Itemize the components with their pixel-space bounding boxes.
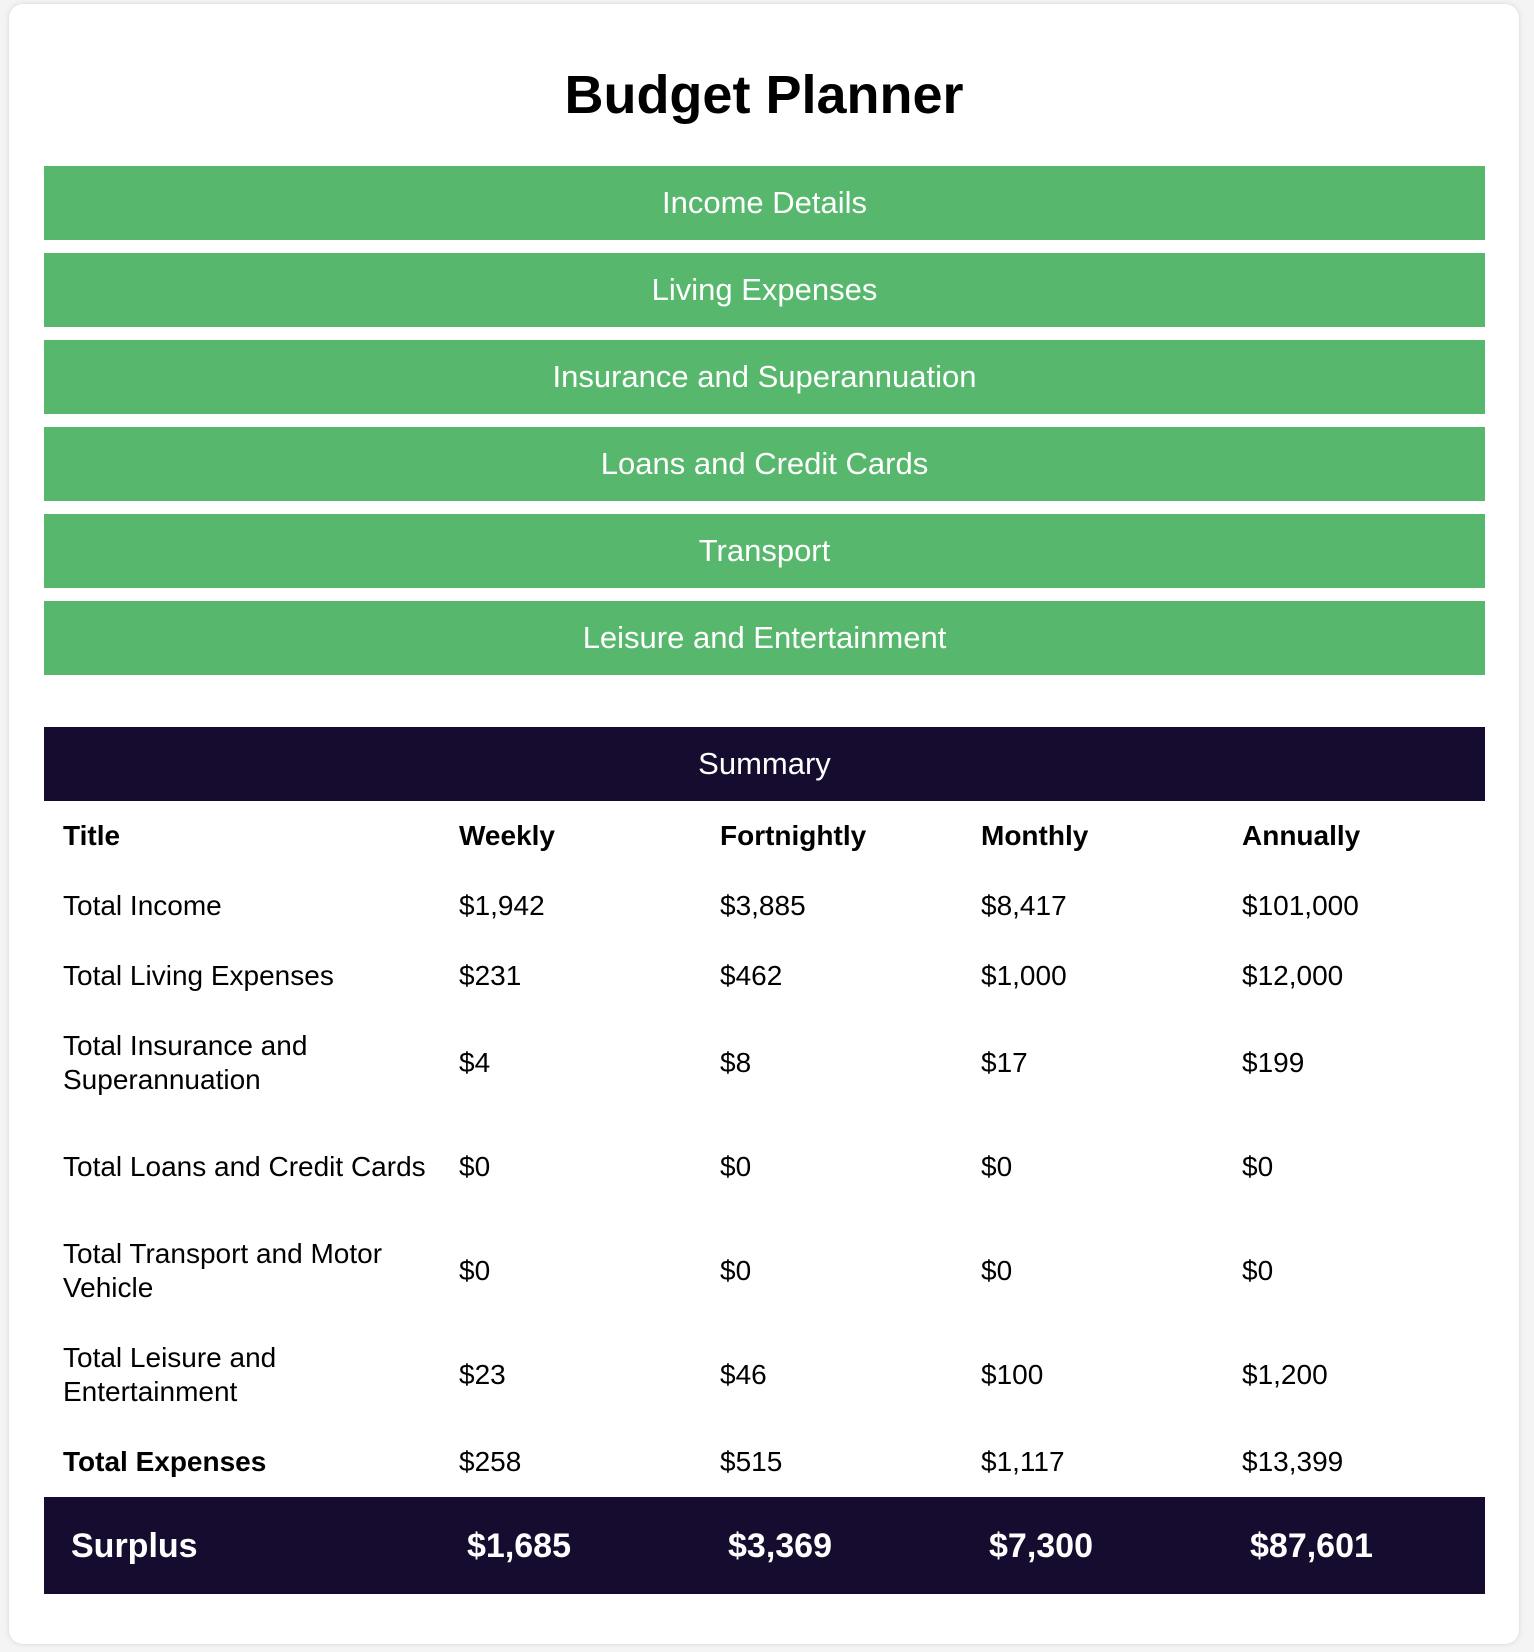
section-transport[interactable]: Transport [44,514,1485,588]
surplus-annually: $87,601 [1223,1497,1485,1594]
surplus-monthly: $7,300 [962,1497,1223,1594]
fortnightly-value: $8 [720,1047,752,1078]
annually-value: $0 [1242,1255,1274,1286]
total-expenses-weekly: $258 [459,1446,522,1477]
table-row [44,871,1485,941]
total-expenses-title: Total Expenses [63,1446,267,1477]
budget-planner-card [9,4,1519,1644]
section-income-details[interactable]: Income Details [44,166,1485,240]
weekly-value: $231 [459,960,522,991]
total-expenses-monthly: $1,117 [981,1446,1065,1477]
weekly-value: $1,942 [459,890,545,921]
total-expenses-annually: $13,399 [1242,1446,1344,1477]
fortnightly-value: $0 [720,1151,752,1182]
table-row [44,1219,1485,1323]
row-title: Total Leisure and Entertainment [63,1342,277,1407]
column-header-monthly: Monthly [981,820,1089,851]
summary-table [44,801,1485,1594]
weekly-value: $0 [459,1255,491,1286]
table-row [44,1011,1485,1115]
monthly-value: $17 [981,1047,1028,1078]
surplus-title: Surplus [44,1497,440,1594]
summary-heading: Summary [44,727,1485,801]
section-insurance-superannuation[interactable]: Insurance and Superannuation [44,340,1485,414]
summary-header-row [44,801,1485,871]
column-header-fortnightly: Fortnightly [720,820,867,851]
monthly-value: $100 [981,1359,1044,1390]
table-row [44,1323,1485,1427]
row-title: Total Loans and Credit Cards [63,1151,426,1182]
surplus-weekly: $1,685 [440,1497,701,1594]
surplus-row [44,1497,1485,1594]
monthly-value: $0 [981,1151,1013,1182]
section-living-expenses[interactable]: Living Expenses [44,253,1485,327]
section-leisure-entertainment[interactable]: Leisure and Entertainment [44,601,1485,675]
monthly-value: $0 [981,1255,1013,1286]
surplus-fortnightly: $3,369 [701,1497,962,1594]
monthly-value: $1,000 [981,960,1067,991]
column-header-annually: Annually [1242,820,1361,851]
row-title: Total Income [63,890,222,921]
fortnightly-value: $46 [720,1359,767,1390]
section-loans-credit-cards[interactable]: Loans and Credit Cards [44,427,1485,501]
column-header-title: Title [63,820,121,851]
row-title: Total Living Expenses [63,960,334,991]
annually-value: $12,000 [1242,960,1344,991]
monthly-value: $8,417 [981,890,1067,921]
row-title: Total Insurance and Superannuation [63,1030,308,1095]
page-title: Budget Planner [564,65,964,125]
annually-value: $101,000 [1242,890,1359,921]
weekly-value: $23 [459,1359,506,1390]
annually-value: $1,200 [1242,1359,1328,1390]
total-expenses-row [44,1427,1485,1497]
fortnightly-value: $3,885 [720,890,806,921]
total-expenses-fortnightly: $515 [720,1446,783,1477]
annually-value: $0 [1242,1151,1274,1182]
annually-value: $199 [1242,1047,1305,1078]
row-title: Total Transport and Motor Vehicle [63,1238,383,1303]
fortnightly-value: $0 [720,1255,752,1286]
weekly-value: $0 [459,1151,491,1182]
fortnightly-value: $462 [720,960,783,991]
table-row [44,1115,1485,1219]
column-header-weekly: Weekly [459,820,555,851]
weekly-value: $4 [459,1047,491,1078]
table-row [44,941,1485,1011]
